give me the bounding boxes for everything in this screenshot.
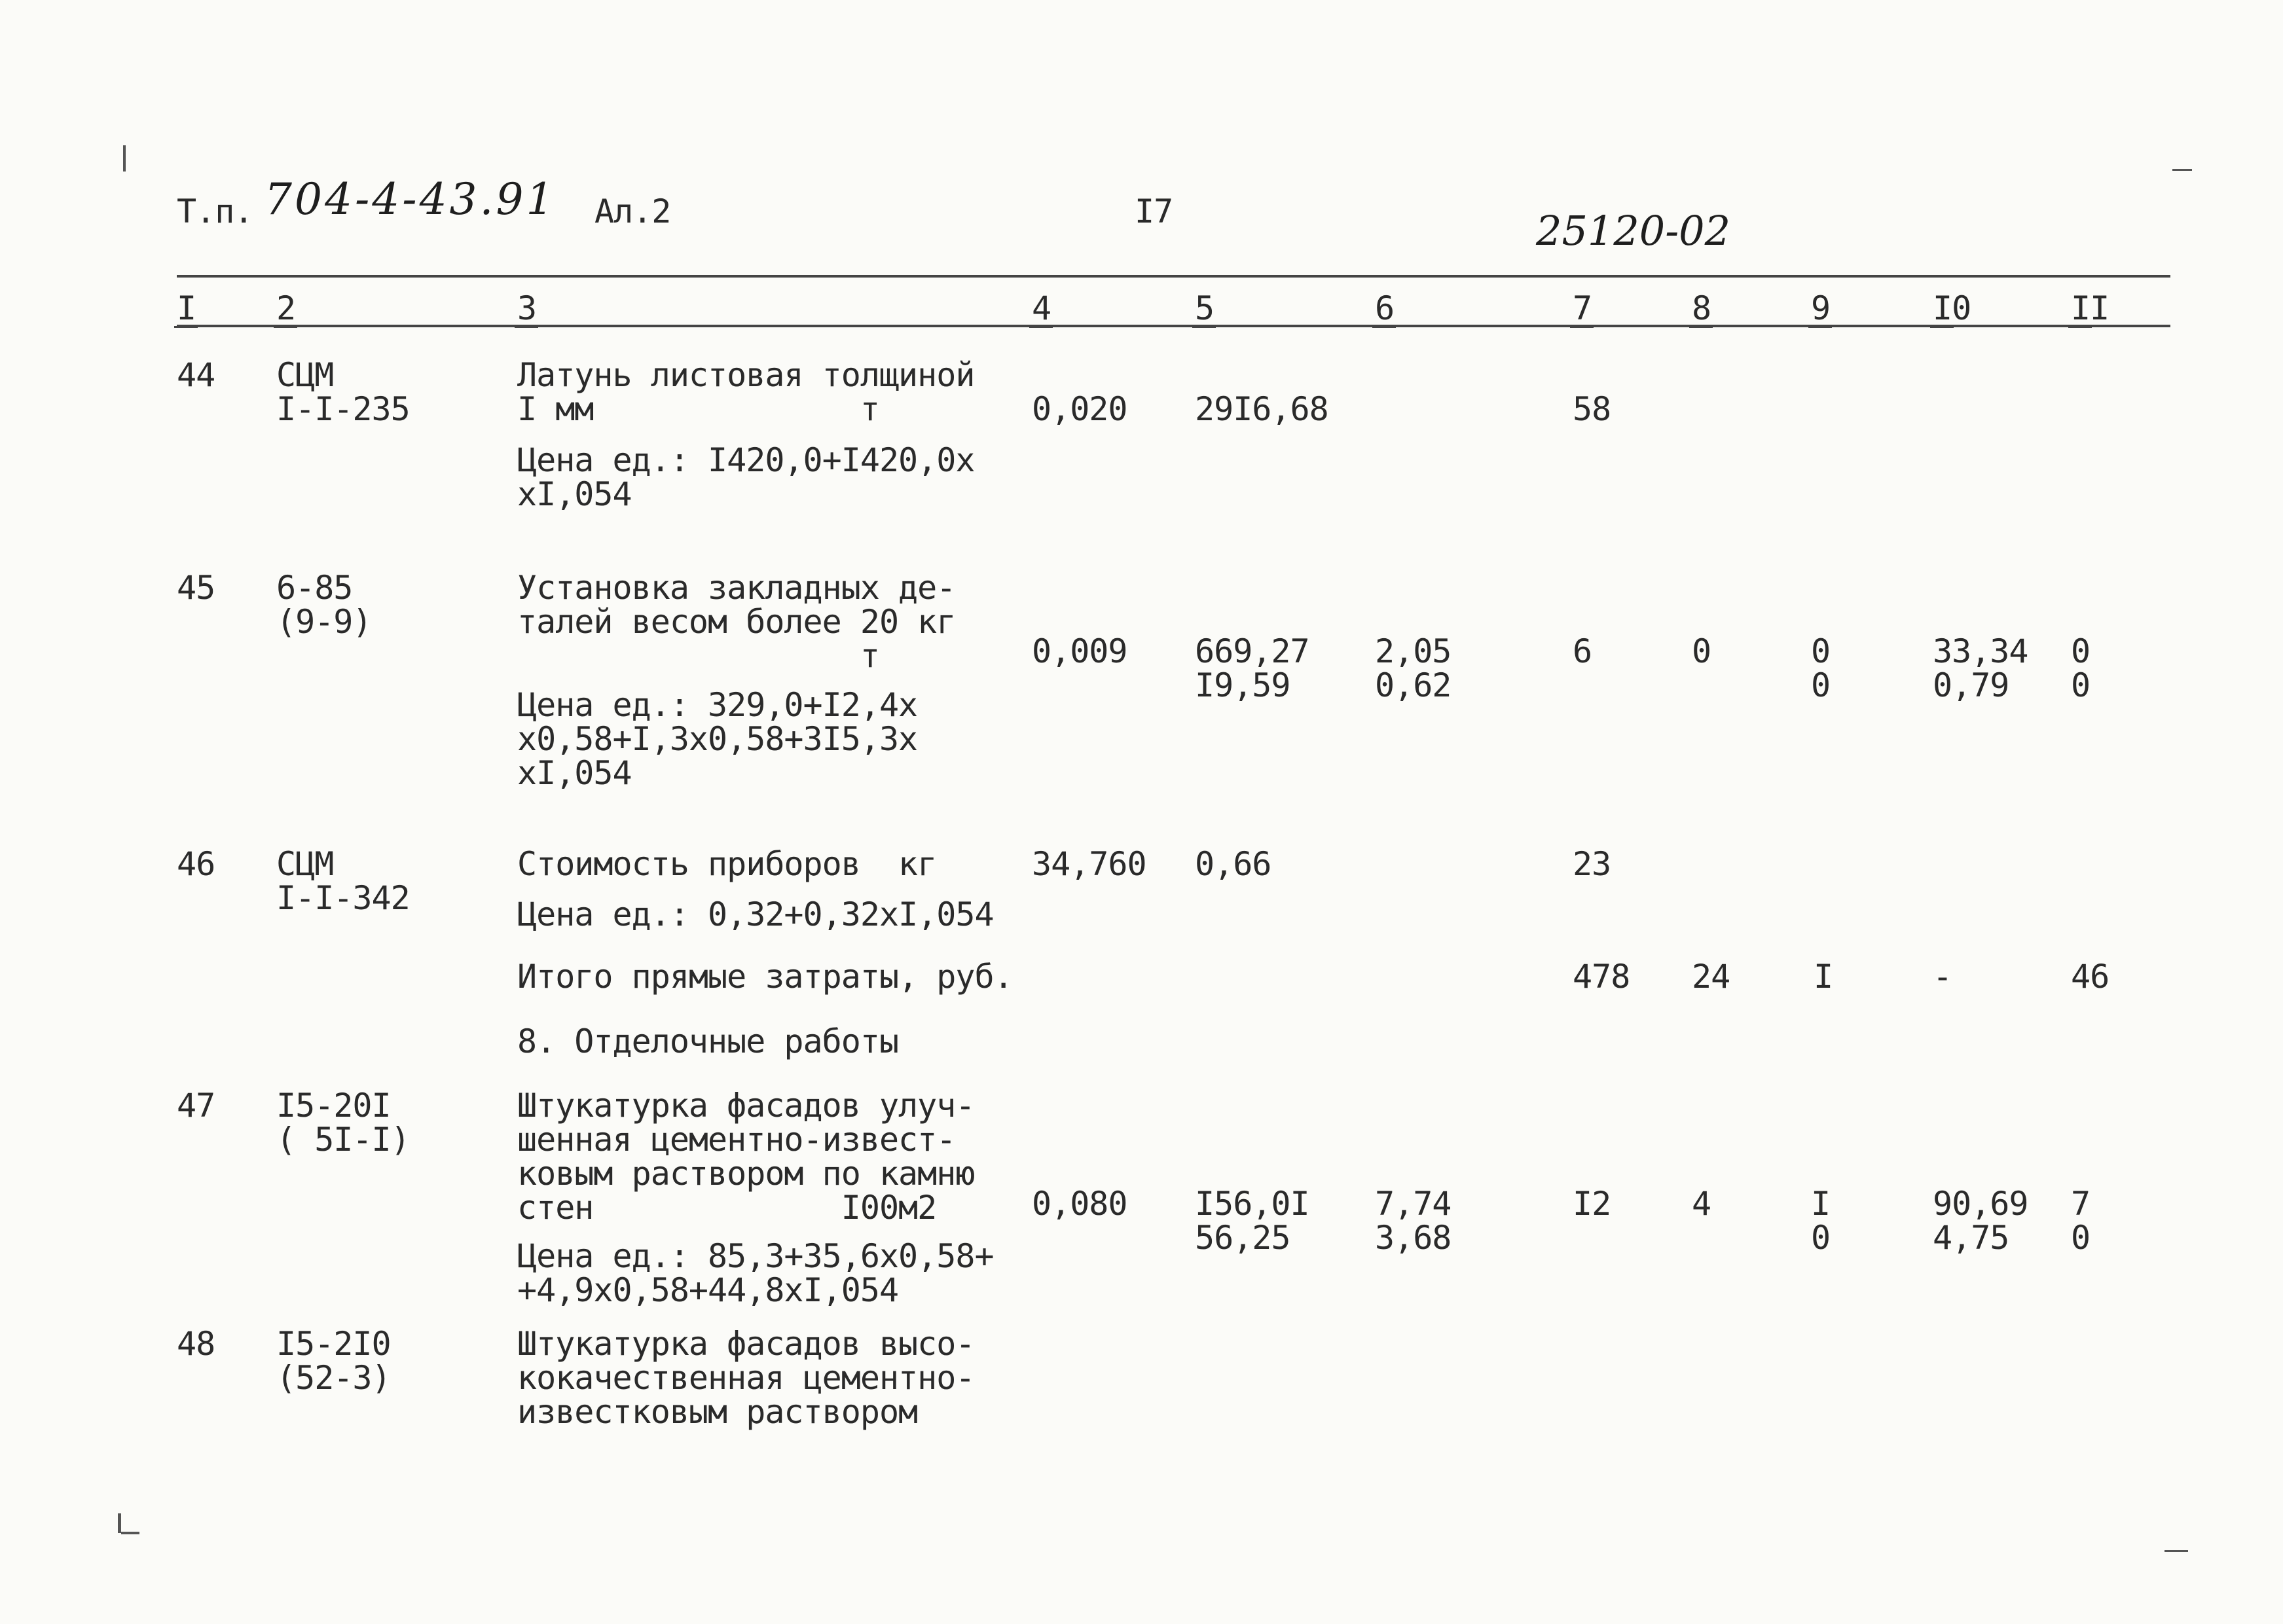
rate-code-line: I-I-235 <box>276 390 410 428</box>
cell-c6: 7,74 <box>1375 1185 1452 1223</box>
cell-c10: 33,34 <box>1933 632 2028 670</box>
work-description-line: Установка закладных де- <box>517 569 956 607</box>
column-header-7: 7 <box>1573 289 1592 327</box>
table-top-rule <box>177 275 2170 278</box>
document-code-handwritten: 25120-02 <box>1536 207 1731 255</box>
unit-price-formula-line: Цена ед.: 85,3+35,6х0,58+ <box>517 1237 994 1275</box>
unit-price-formula-line: х0,58+I,3х0,58+3I5,3х <box>517 720 918 758</box>
page-number: I7 <box>1135 192 1173 230</box>
work-description-line: кокачественная цементно- <box>517 1359 975 1397</box>
unit-price-formula-line: Цена ед.: 329,0+I2,4х <box>517 686 918 724</box>
cell-c4: 34,760 <box>1032 845 1146 883</box>
work-description-line: ковым раствором по камню <box>517 1155 975 1193</box>
column-header-rule <box>177 325 2170 327</box>
cell-c7: I2 <box>1573 1185 1611 1223</box>
total-col9: I <box>1814 958 1833 996</box>
row-number: 48 <box>177 1325 215 1363</box>
rate-code-line: I5-2I0 <box>276 1325 391 1363</box>
cell-c11: 0 <box>2071 666 2091 704</box>
column-header-9: 9 <box>1811 289 1831 327</box>
rate-code-line: (52-3) <box>276 1359 391 1397</box>
doc-prefix: Т.п. <box>177 192 253 230</box>
rate-code-line: (9-9) <box>276 603 372 641</box>
cell-c9: 0 <box>1811 632 1831 670</box>
cell-c5: I9,59 <box>1195 666 1290 704</box>
work-description-line: I мм т <box>517 390 879 428</box>
cell-c9: I <box>1811 1185 1831 1223</box>
column-header-3: 3 <box>517 289 537 327</box>
rate-code-line: I-I-342 <box>276 879 410 917</box>
column-header-11: II <box>2071 289 2109 327</box>
work-description-line: т <box>517 637 879 675</box>
cell-c8: 4 <box>1692 1185 1711 1223</box>
row-number: 46 <box>177 845 215 883</box>
work-description-line: стен I00м2 <box>517 1189 937 1227</box>
album-label: Ал.2 <box>594 192 671 230</box>
scan-mark-bottom-right <box>2164 1550 2188 1552</box>
cell-c11: 0 <box>2071 632 2091 670</box>
rate-code-line: ( 5I-I) <box>276 1121 410 1159</box>
total-col10: - <box>1933 958 1952 996</box>
work-description-line: Стоимость приборов кг <box>517 845 937 883</box>
scan-mark-top-right <box>2172 169 2192 171</box>
cell-c5: 669,27 <box>1195 632 1309 670</box>
cell-c10: 90,69 <box>1933 1185 2028 1223</box>
row-number: 47 <box>177 1087 215 1125</box>
cell-c9: 0 <box>1811 666 1831 704</box>
cell-c6: 2,05 <box>1375 632 1452 670</box>
unit-price-formula-line: Цена ед.: 0,32+0,32хI,054 <box>517 895 994 933</box>
column-header-8: 8 <box>1692 289 1711 327</box>
unit-price-formula-line: хI,054 <box>517 754 632 792</box>
rate-code-line: I5-20I <box>276 1087 391 1125</box>
cell-c4: 0,020 <box>1032 390 1127 428</box>
cell-c5: 29I6,68 <box>1195 390 1328 428</box>
cell-c5: I56,0I <box>1195 1185 1309 1223</box>
cell-c11: 7 <box>2071 1185 2091 1223</box>
total-label: Итого прямые затраты, руб. <box>517 958 1013 996</box>
scan-mark-bottom-left-tick <box>121 1532 139 1534</box>
row-number: 44 <box>177 356 215 394</box>
work-description-line: известковым раствором <box>517 1393 918 1431</box>
column-header-4: 4 <box>1032 289 1051 327</box>
work-description-line: Штукатурка фасадов улуч- <box>517 1087 975 1125</box>
scan-mark-bottom-left <box>118 1513 121 1533</box>
project-number-handwritten: 704-4-43.91 <box>265 174 557 225</box>
total-col8: 24 <box>1692 958 1730 996</box>
cell-c8: 0 <box>1692 632 1711 670</box>
cell-c11: 0 <box>2071 1219 2091 1257</box>
cell-c4: 0,009 <box>1032 632 1127 670</box>
section-heading: 8. Отделочные работы <box>517 1022 899 1060</box>
column-header-10: I0 <box>1933 289 1971 327</box>
unit-price-formula-line: Цена ед.: I420,0+I420,0х <box>517 441 975 479</box>
work-description-line: Штукатурка фасадов высо- <box>517 1325 975 1363</box>
cell-c4: 0,080 <box>1032 1185 1127 1223</box>
unit-price-formula-line: +4,9х0,58+44,8хI,054 <box>517 1271 899 1309</box>
total-col7: 478 <box>1573 958 1630 996</box>
unit-price-formula-line: хI,054 <box>517 475 632 513</box>
cell-c9: 0 <box>1811 1219 1831 1257</box>
cell-c7: 58 <box>1573 390 1611 428</box>
row-number: 45 <box>177 569 215 607</box>
cell-c7: 6 <box>1573 632 1592 670</box>
rate-code-line: 6-85 <box>276 569 353 607</box>
cell-c7: 23 <box>1573 845 1611 883</box>
rate-code-line: СЦМ <box>276 845 334 883</box>
work-description-line: шенная цементно-извест- <box>517 1121 956 1159</box>
column-header-5: 5 <box>1195 289 1215 327</box>
cell-c6: 3,68 <box>1375 1219 1452 1257</box>
cell-c6: 0,62 <box>1375 666 1452 704</box>
cell-c5: 56,25 <box>1195 1219 1290 1257</box>
rate-code-line: СЦМ <box>276 356 334 394</box>
total-col11: 46 <box>2071 958 2109 996</box>
column-header-1: I <box>177 289 196 327</box>
column-header-6: 6 <box>1375 289 1395 327</box>
column-header-2: 2 <box>276 289 296 327</box>
scan-mark-top-left <box>123 145 126 171</box>
work-description-line: талей весом более 20 кг <box>517 603 956 641</box>
work-description-line: Латунь листовая толщиной <box>517 356 975 394</box>
cell-c10: 0,79 <box>1933 666 2009 704</box>
cell-c10: 4,75 <box>1933 1219 2009 1257</box>
cell-c5: 0,66 <box>1195 845 1271 883</box>
